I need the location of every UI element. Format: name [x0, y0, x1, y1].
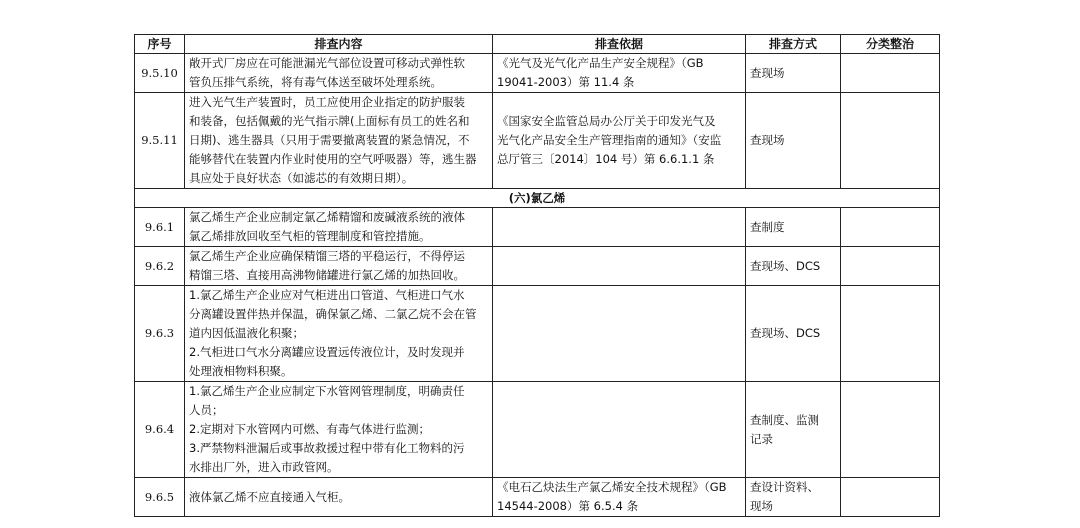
header-row — [135, 35, 940, 54]
inspection-content — [185, 54, 493, 93]
inspection-content-line: 水排出厂外，进入市政管网。 — [189, 460, 339, 474]
inspection-content-line: 液体氯乙烯不应直接通入气柜。 — [189, 489, 350, 504]
table-row — [135, 208, 940, 247]
table-row — [135, 286, 940, 382]
inspection-content-line: 日期)、逃生器具（只用于需要撤离装置的紧急情况，不 — [189, 133, 470, 147]
inspection-content-line: 氯乙烯生产企业应制定氯乙烯精馏和废碱液系统的液体 — [189, 210, 465, 224]
inspection-basis-line: 《光气及光气化产品生产安全规程》（GB — [497, 56, 704, 70]
inspection-content-line: 人员； — [189, 403, 224, 417]
inspection-method-line: 查现场 — [750, 65, 785, 80]
category-cell — [841, 247, 940, 286]
inspection-content — [185, 247, 493, 286]
inspection-method — [746, 208, 841, 247]
inspection-method-line: 记录 — [750, 431, 773, 446]
inspection-content-line: 和装备，包括佩戴的光气指示牌(上面标有员工的姓名和 — [189, 114, 470, 128]
inspection-method — [746, 286, 841, 382]
header-seq: 序号 — [135, 35, 185, 54]
inspection-basis — [493, 382, 746, 478]
inspection-content-line: 1.氯乙烯生产企业应制定下水管网管理制度，明确责任 — [189, 384, 465, 398]
inspection-content-line: 进入光气生产装置时，员工应使用企业指定的防护服装 — [189, 95, 465, 109]
inspection-basis-line: 14544-2008）第 6.5.4 条 — [497, 499, 639, 513]
inspection-basis-line: 《电石乙炔法生产氯乙烯安全技术规程》（GB — [497, 480, 727, 494]
inspection-method — [746, 478, 841, 517]
inspection-basis-line: 19041-2003）第 11.4 条 — [497, 75, 635, 89]
inspection-method-line: 查制度、监测 — [750, 412, 819, 427]
inspection-method-line: 现场 — [750, 499, 773, 513]
section-row — [135, 189, 940, 208]
inspection-method — [746, 54, 841, 93]
inspection-basis-line: 光气化产品安全生产管理指南的通知》（安监 — [497, 133, 722, 147]
header-category: 分类整治 — [841, 35, 940, 54]
inspection-content-line: 道内因低温液化积聚； — [189, 326, 304, 340]
table-row — [135, 478, 940, 517]
inspection-content — [185, 478, 493, 517]
inspection-content-line: 管负压排气系统，将有毒气体送至破坏处理系统。 — [189, 75, 442, 89]
row-number: 9.6.3 — [135, 286, 185, 382]
table-row — [135, 247, 940, 286]
header-basis: 排查依据 — [493, 35, 746, 54]
inspection-content-line: 2.气柜进口气水分离罐应设置远传液位计，及时发现并 — [189, 345, 465, 359]
inspection-method-line: 查现场、DCS — [750, 258, 821, 273]
inspection-method-line: 查现场、DCS — [750, 326, 821, 340]
inspection-content-line: 氯乙烯生产企业应确保精馏三塔的平稳运行，不得停运 — [189, 249, 465, 263]
inspection-basis — [493, 247, 746, 286]
inspection-basis — [493, 93, 746, 189]
inspection-basis — [493, 478, 746, 517]
inspection-content-line: 能够替代在装置内作业时使用的空气呼吸器）等，逃生器 — [189, 152, 477, 166]
category-cell — [841, 478, 940, 517]
inspection-method-line: 查设计资料、 — [750, 480, 819, 494]
inspection-content — [185, 286, 493, 382]
inspection-content-line: 敞开式厂房应在可能泄漏光气部位设置可移动式弹性软 — [189, 56, 465, 70]
section-title: (六)氯乙烯 — [135, 189, 940, 208]
inspection-content-line: 氯乙烯排放回收至气柜的管理制度和管控措施。 — [189, 229, 431, 243]
inspection-basis-line: 总厅管三〔2014〕104 号）第 6.6.1.1 条 — [497, 152, 715, 166]
category-cell — [841, 286, 940, 382]
inspection-content-line: 1.氯乙烯生产企业应对气柜进出口管道、气柜进口气水 — [189, 288, 465, 302]
inspection-method — [746, 247, 841, 286]
header-method: 排查方式 — [746, 35, 841, 54]
row-number: 9.5.10 — [135, 54, 185, 93]
table-row — [135, 382, 940, 478]
inspection-content-line: 处理液相物料积聚。 — [189, 364, 293, 378]
category-cell — [841, 93, 940, 189]
inspection-basis — [493, 286, 746, 382]
inspection-basis — [493, 54, 746, 93]
inspection-method — [746, 93, 841, 189]
inspection-content-line: 精馏三塔、直接用高沸物储罐进行氯乙烯的加热回收。 — [189, 268, 465, 282]
inspection-content-line: 3.严禁物料泄漏后或事故救援过程中带有化工物料的污 — [189, 441, 465, 455]
inspection-method-line: 查制度 — [750, 219, 785, 234]
inspection-content — [185, 93, 493, 189]
inspection-content — [185, 382, 493, 478]
row-number: 9.6.5 — [135, 478, 185, 517]
inspection-method-line: 查现场 — [750, 133, 785, 147]
category-cell — [841, 382, 940, 478]
header-content: 排查内容 — [185, 35, 493, 54]
category-cell — [841, 54, 940, 93]
category-cell — [841, 208, 940, 247]
row-number: 9.6.1 — [135, 208, 185, 247]
inspection-content-line: 分离罐设置伴热并保温，确保氯乙烯、二氯乙烷不会在管 — [189, 307, 477, 321]
inspection-content-line: 2.定期对下水管网内可燃、有毒气体进行监测； — [189, 422, 430, 436]
row-number: 9.5.11 — [135, 93, 185, 189]
table-row — [135, 93, 940, 189]
inspection-content-line: 具应处于良好状态（如滤芯的有效期日期）。 — [189, 171, 414, 185]
row-number: 9.6.4 — [135, 382, 185, 478]
inspection-content — [185, 208, 493, 247]
inspection-method — [746, 382, 841, 478]
inspection-basis — [493, 208, 746, 247]
inspection-basis-line: 《国家安全监管总局办公厅关于印发光气及 — [497, 114, 716, 128]
inspection-table — [134, 34, 940, 517]
row-number: 9.6.2 — [135, 247, 185, 286]
table-row — [135, 54, 940, 93]
